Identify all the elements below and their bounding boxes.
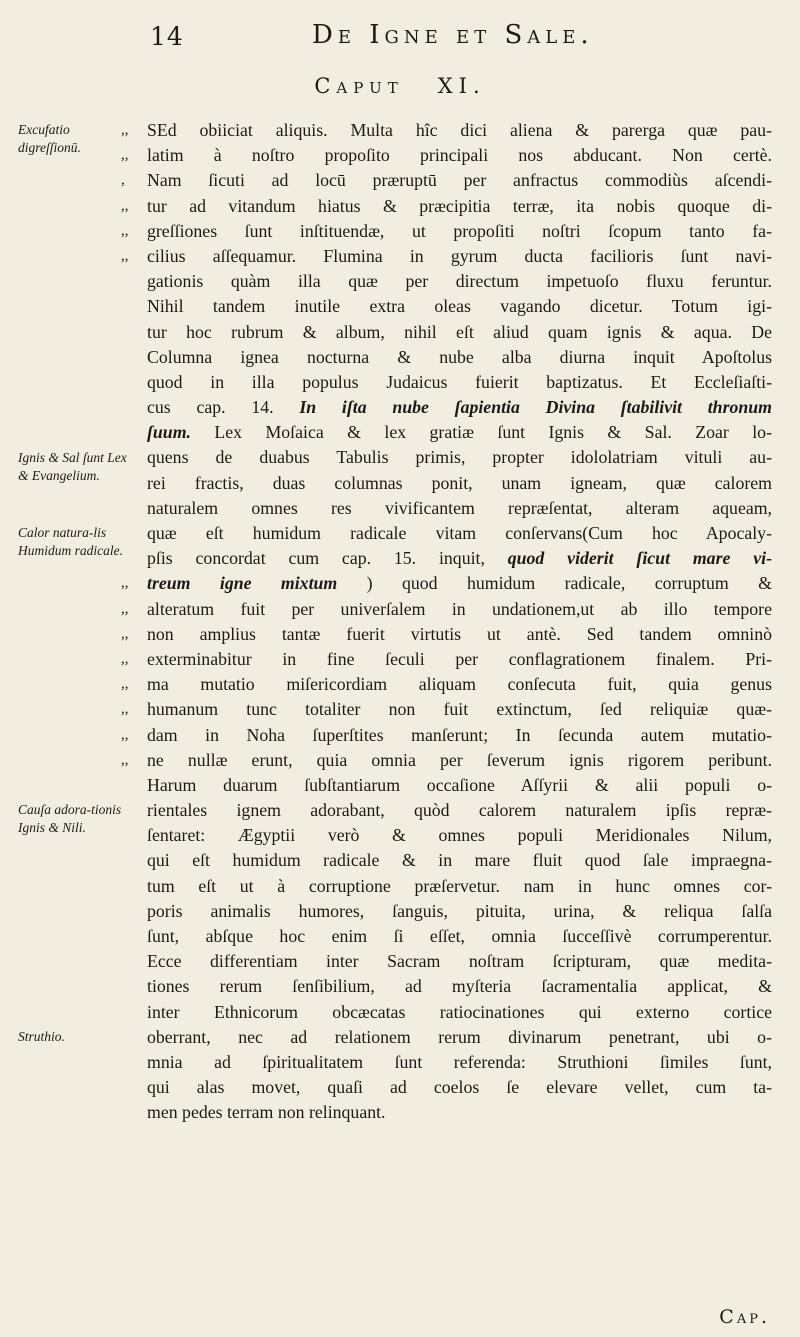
roman-text: poris animalis humores, ſanguis, pituita, urina, & reliqua ſalſa xyxy=(147,900,772,921)
roman-text: ſunt, abſque hoc enim ſi eſſet, omnia ſucceſſivè corrumperentur. xyxy=(147,926,772,946)
catchword: Cap. xyxy=(719,1306,770,1328)
quote-mark: ,, xyxy=(121,222,129,239)
italic-text: In iſta nube ſapientia Divina ſtabilivit thronum xyxy=(299,397,772,418)
roman-text: tiones rerum ſenſibilium, ad myſteria ſacramentalia applicat, & xyxy=(147,976,772,997)
page-header xyxy=(0,18,800,58)
text-line xyxy=(147,974,772,999)
text-line xyxy=(147,546,772,571)
roman-text: quæ eſt humidum radicale vitam conſervans(Cum hoc Apocaly- xyxy=(147,523,772,543)
roman-text: ma mutatio miſericordiam aliquam conſecuta fuit, quia genus xyxy=(147,674,772,695)
chapter-label: Caput xyxy=(314,74,404,98)
text-line xyxy=(147,1000,772,1025)
roman-text: Nihil tandem inutile extra oleas vagando dicetur. Totum igi- xyxy=(147,296,772,317)
roman-text: dam in Noha ſuperſtites manſerunt; In ſecunda autem mutatio- xyxy=(147,724,772,745)
text-line xyxy=(147,294,772,319)
text-line xyxy=(147,395,772,420)
roman-text: cilius aſſequamur. Flumina in gyrum ducta facilioris ſunt navi- xyxy=(147,245,772,266)
running-title: De Igne et Sale. xyxy=(312,20,594,50)
body-text xyxy=(121,118,773,1126)
text-line xyxy=(147,1100,772,1125)
quote-mark: ,, xyxy=(121,600,129,617)
text-line xyxy=(121,597,772,622)
roman-text: greſſiones ſunt inſtituendæ, ut propoſiti noſtri ſcopum tanto fa- xyxy=(147,220,772,241)
roman-text: naturalem omnes res vivificantem repræſentat, alteram aqueam, xyxy=(147,497,772,518)
roman-text: non amplius tantæ fuerit virtutis ut antè. Sed tandem omninò xyxy=(147,623,772,644)
text-line xyxy=(147,949,772,974)
roman-text: qui alas movet, quaſi ad coelos ſe elevare vellet, cum ta- xyxy=(147,1077,772,1098)
text-line xyxy=(121,118,772,143)
quote-mark: ,, xyxy=(121,247,129,264)
text-line xyxy=(147,1075,772,1100)
text-line xyxy=(147,874,772,899)
text-line xyxy=(147,269,772,294)
roman-text: quod in illa populus Judaicus fuierit baptizatus. Et Eccleſiaſti- xyxy=(147,371,772,392)
text-line xyxy=(147,1025,772,1050)
text-line xyxy=(147,445,772,470)
italic-text: quod viderit ſicut mare vi- xyxy=(507,548,772,569)
text-line xyxy=(147,345,772,370)
text-line xyxy=(121,194,772,219)
quote-mark: ,, xyxy=(121,197,129,214)
text-line xyxy=(121,168,772,193)
quote-mark: ,, xyxy=(121,625,129,642)
roman-text: tur ad vitandum hiatus & præcipitia terræ, ita nobis quoque di- xyxy=(147,195,772,216)
text-line xyxy=(121,748,772,773)
roman-text: SEd obiiciat aliquis. Multa hîc dici aliena & parerga quæ pau- xyxy=(147,120,772,140)
text-line xyxy=(121,244,772,269)
text-line xyxy=(147,496,772,521)
roman-text: inter Ethnicorum obcæcatas ratiocinationes qui externo cortice xyxy=(147,1001,772,1022)
text-line xyxy=(121,697,772,722)
quote-mark: ,, xyxy=(121,575,129,592)
quote-mark: ,, xyxy=(121,147,129,164)
margin-note: Struthio. xyxy=(18,1029,65,1045)
text-line xyxy=(147,773,772,798)
quote-mark: ,, xyxy=(121,726,129,743)
text-line xyxy=(147,798,772,823)
roman-text: alteratum fuit per univerſalem in undationem,ut ab illo tempore xyxy=(147,598,772,619)
roman-text: oberrant, nec ad relationem rerum divinarum penetrant, ubi o- xyxy=(147,1026,772,1047)
text-line xyxy=(147,924,772,949)
roman-text: Ecce differentiam inter Sacram noſtram ſcripturam, quæ medita- xyxy=(147,951,772,972)
roman-text: rei fractis, duas columnas ponit, unam igneam, quæ calorem xyxy=(147,472,772,493)
roman-text: pſis concordat cum cap. 15. inquit, xyxy=(147,548,485,569)
text-line xyxy=(147,370,772,395)
roman-text: Lex Moſaica & lex gratiæ ſunt Ignis & Sal. Zoar lo- xyxy=(214,422,772,443)
roman-text: Harum duarum ſubſtantiarum occaſione Aſſyrii & alii populi o- xyxy=(147,774,772,795)
quote-mark: ,, xyxy=(121,676,129,693)
roman-text: tum eſt ut à corruptione præſervetur. nam in hunc omnes cor- xyxy=(147,875,772,896)
roman-text: Nam ſicuti ad locū præruptū per anfractus commodiùs aſcendi- xyxy=(147,170,772,191)
roman-text: mnia ad ſpiritualitatem ſunt referenda: Struthioni ſimiles ſunt, xyxy=(147,1051,772,1072)
text-line xyxy=(147,320,772,345)
roman-text: rientales ignem adorabant, quòd calorem naturalem ipſis repræ- xyxy=(147,800,772,821)
roman-text: qui eſt humidum radicale & in mare fluit quod ſale impraegna- xyxy=(147,850,772,871)
quote-mark: ,, xyxy=(121,122,129,138)
roman-text: exterminabitur in fine ſeculi per conflagrationem finalem. Pri- xyxy=(147,648,772,669)
roman-text: ) quod humidum radicale, corruptum & xyxy=(366,573,773,594)
italic-text: ſuum. xyxy=(147,422,191,443)
text-line xyxy=(121,647,772,672)
chapter-heading xyxy=(0,74,800,98)
roman-text: ne nullæ erunt, quia omnia per ſeverum ignis rigorem peribunt. xyxy=(147,749,772,770)
text-line xyxy=(121,622,772,647)
roman-text: humanum tunc totaliter non fuit extinctum, ſed reliquiæ quæ- xyxy=(147,699,772,720)
text-line xyxy=(147,1050,772,1075)
quote-mark: , xyxy=(121,172,125,189)
margin-note: Calor natura-lis Humidum radicale. xyxy=(18,525,123,559)
quote-mark: ,, xyxy=(121,650,129,667)
roman-text: ſentaret: Ægyptii verò & omnes populi Meridionales Nilum, xyxy=(147,825,772,846)
roman-text: Columna ignea nocturna & nube alba diurna inquit Apoſtolus xyxy=(147,346,772,367)
roman-text: quens de duabus Tabulis primis, propter idololatriam vituli au- xyxy=(147,447,772,468)
roman-text: tur hoc rubrum & album, nihil eſt aliud quam ignis & aqua. De xyxy=(147,321,772,342)
margin-note: Cauſa adora-tionis Ignis & Nili. xyxy=(18,802,122,836)
roman-text: cus cap. 14. xyxy=(147,397,274,418)
roman-text: latim à noſtro propoſito principali nos abducant. Non certè. xyxy=(147,145,772,166)
text-line xyxy=(147,521,772,546)
text-line xyxy=(147,823,772,848)
text-line xyxy=(147,471,772,496)
text-line xyxy=(121,143,772,168)
quote-mark: ,, xyxy=(121,751,129,768)
text-line xyxy=(121,571,773,596)
margin-note: Excufatio digreſſionū. xyxy=(18,122,81,155)
text-line xyxy=(147,848,772,873)
text-line xyxy=(121,219,772,244)
text-line xyxy=(147,420,772,445)
text-line xyxy=(147,899,772,924)
margin-note: Ignis & Sal ſunt Lex & Evangelium. xyxy=(18,449,127,483)
text-line xyxy=(121,723,772,748)
chapter-numeral: XI. xyxy=(437,74,486,98)
roman-text: gationis quàm illa quæ per directum impetuoſo fluxu feruntur. xyxy=(147,271,772,292)
roman-text: men pedes terram non relinquant. xyxy=(147,1102,386,1123)
quote-mark: ,, xyxy=(121,701,129,718)
page-number: 14 xyxy=(150,22,184,51)
text-line xyxy=(121,672,772,697)
italic-text: treum igne mixtum xyxy=(147,573,338,594)
